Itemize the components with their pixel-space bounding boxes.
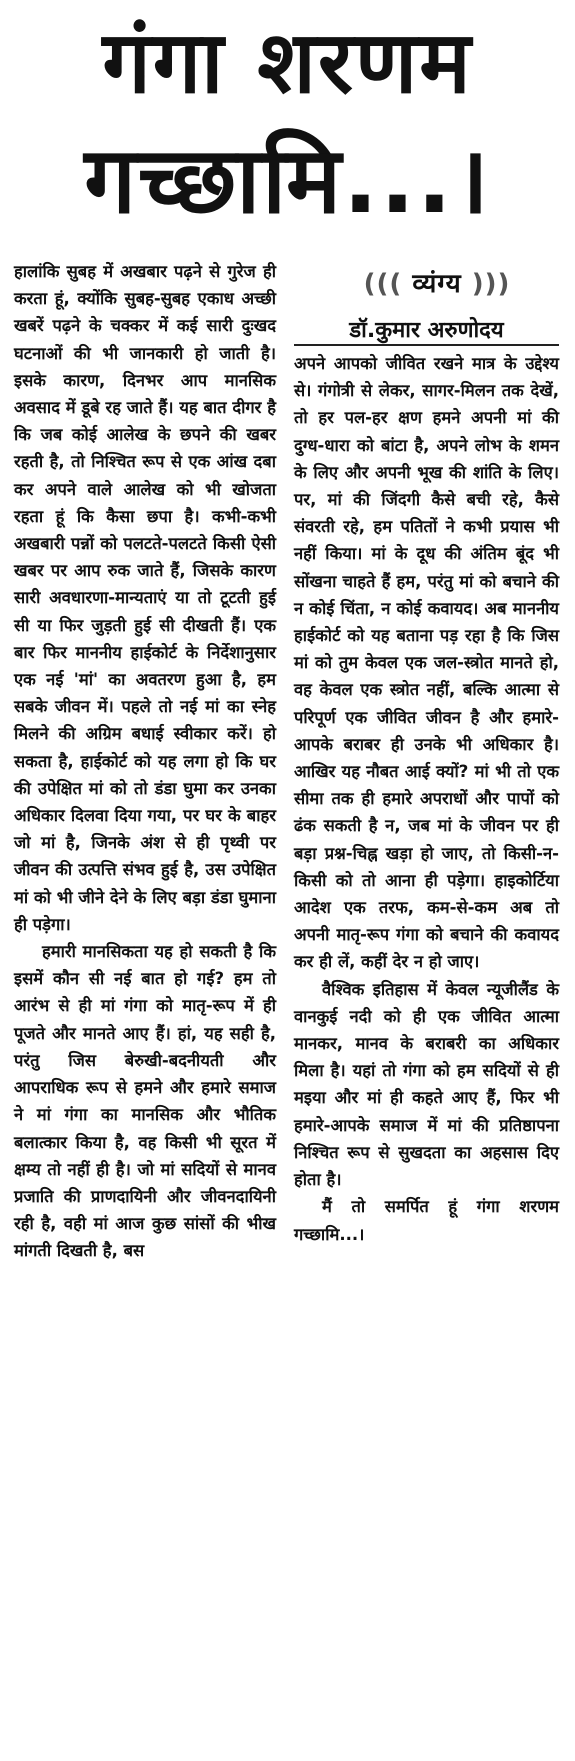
headline-line-1: गंगा शरणम: [102, 13, 473, 113]
section-tag: [318, 264, 556, 304]
article-right-column: [294, 350, 559, 1755]
tag-bracket-right: ))): [471, 269, 511, 299]
author-byline: डॉ.कुमार अरुणोदय: [349, 318, 504, 343]
paragraph: हमारी मानसिकता यह हो सकती है कि इसमें कौन सी नई बात हो गई? हम तो आरंभ से ही मां गंगा को मातृ-रूप में ही पूजते और मानते आए हैं। हां, यह सही है, परंतु जिस बेरुखी-बदनीयती और आपराधिक रूप से हमने और हमारे समाज ने मां गंगा का मानसिक और भौतिक बलात्कार किया है, वह किसी भी सूरत में क्षम्य तो नहीं ही है। जो मां सदियों से मानव प्रजाति की प्राणदायिनी और जीवनदायिनी रही है, वही मां आज कुछ सांसों की भीख मांगती दिखती है, बस: [14, 942, 276, 1261]
closing-line: मैं तो समर्पित हूं गंगा शरणम गच्छामि...।: [294, 1197, 559, 1244]
article-left-column: [14, 258, 276, 1758]
paragraph: वैश्विक इतिहास में केवल न्यूजीलैंड के वानकुई नदी को ही एक जीवित आत्मा मानकर, मानव के बराबरी का अधिकार मिला है। यहां तो गंगा को हम सदियों से ही मइया और मां ही कहते आए हैं, फिर भी हमारे-आपके समाज में मां की प्रतिष्ठापना निश्चित रूप से सुखदता का अहसास दिए होता है।: [294, 979, 559, 1190]
headline-line-2: गच्छामि...।: [84, 127, 491, 234]
paragraph: हालांकि सुबह में अखबार पढ़ने से गुरेज ही करता हूं, क्योंकि सुबह-सुबह एकाध अच्छी खबरें पढ़ने के चक्कर में कई सारी दुःखद घटनाओं की भी जानकारी हो जाती है। इसके कारण, दिनभर आप मानसिक अवसाद में डूबे रह जाते हैं। यह बात दीगर है कि जब कोई आलेख के छपने की खबर रहती है, तो निश्चित रूप से एक आंख दबा कर अपने वाले आलेख को भी खोजता रहता हूं कि कैसा छपा है। कभी-कभी अखबारी पन्नों को पलटते-पलटते किसी ऐसी खबर पर आप रुक जाते हैं, जिसके कारण सारी अवधारणा-मान्यताएं या तो टूटती हुई सी या फिर जुड़ती हुई सी दीखती हैं। एक बार फिर माननीय हाईकोर्ट के निर्देशानुसार एक नई 'मां' का अवतरण हुआ है, हम सबके जीवन में। पहले तो नई मां का स्नेह मिलने की अग्रिम बधाई स्वीकार करें। हो सकता है, हाईकोर्ट को यह लगा हो कि घर की उपेक्षित मां को तो डंडा घुमा कर उनका अधिकार दिलवा दिया गया, पर घर के बाहर जो मां है, जिनके अंश से ही पृथ्वी पर जीवन की उत्पत्ति संभव हुई है, उस उपेक्षित मां को भी जीने देने के लिए बड़ा डंडा घुमाना ही पड़ेगा।: [14, 262, 276, 934]
divider: [294, 344, 559, 346]
tag-label: व्यंग्य: [412, 269, 462, 299]
headline: [0, 0, 575, 255]
paragraph: अपने आपको जीवित रखने मात्र के उद्देश्य से। गंगोत्री से लेकर, सागर-मिलन तक देखें, तो हर पल-हर क्षण हमने अपनी मां की दुग्ध-धारा को बांटा है, अपने लोभ के शमन के लिए और अपनी भूख की शांति के लिए। पर, मां की जिंदगी कैसे बची रहे, कैसे संवरती रहे, हम पतितों ने कभी प्रयास भी नहीं किया। मां के दूध की अंतिम बूंद भी सोंखना चाहते हैं हम, परंतु मां को बचाने की न कोई चिंता, न कोई कवायद। अब माननीय हाईकोर्ट को यह बताना पड़ रहा है कि जिस मां को तुम केवल एक जल-स्त्रोत मानते हो, वह केवल एक स्त्रोत नहीं, बल्कि आत्मा से परिपूर्ण एक जीवित जीवन है और हमारे-आपके बराबर ही उनके भी अधिकार है। आखिर यह नौबत आई क्यों? मां भी तो एक सीमा तक ही हमारे अपराधों और पापों को ढंक सकती है न, जब मां के जीवन पर ही बड़ा प्रश्न-चिह्न खड़ा हो जाए, तो किसी-न-किसी को तो आना ही पड़ेगा। हाइकोर्टिया आदेश एक तरफ, कम-से-कम अब तो अपनी मातृ-रूप गंगा को बचाने की कवायद कर ही लें, कहीं देर न हो जाए।: [294, 354, 559, 972]
tag-bracket-left: (((: [363, 269, 403, 299]
